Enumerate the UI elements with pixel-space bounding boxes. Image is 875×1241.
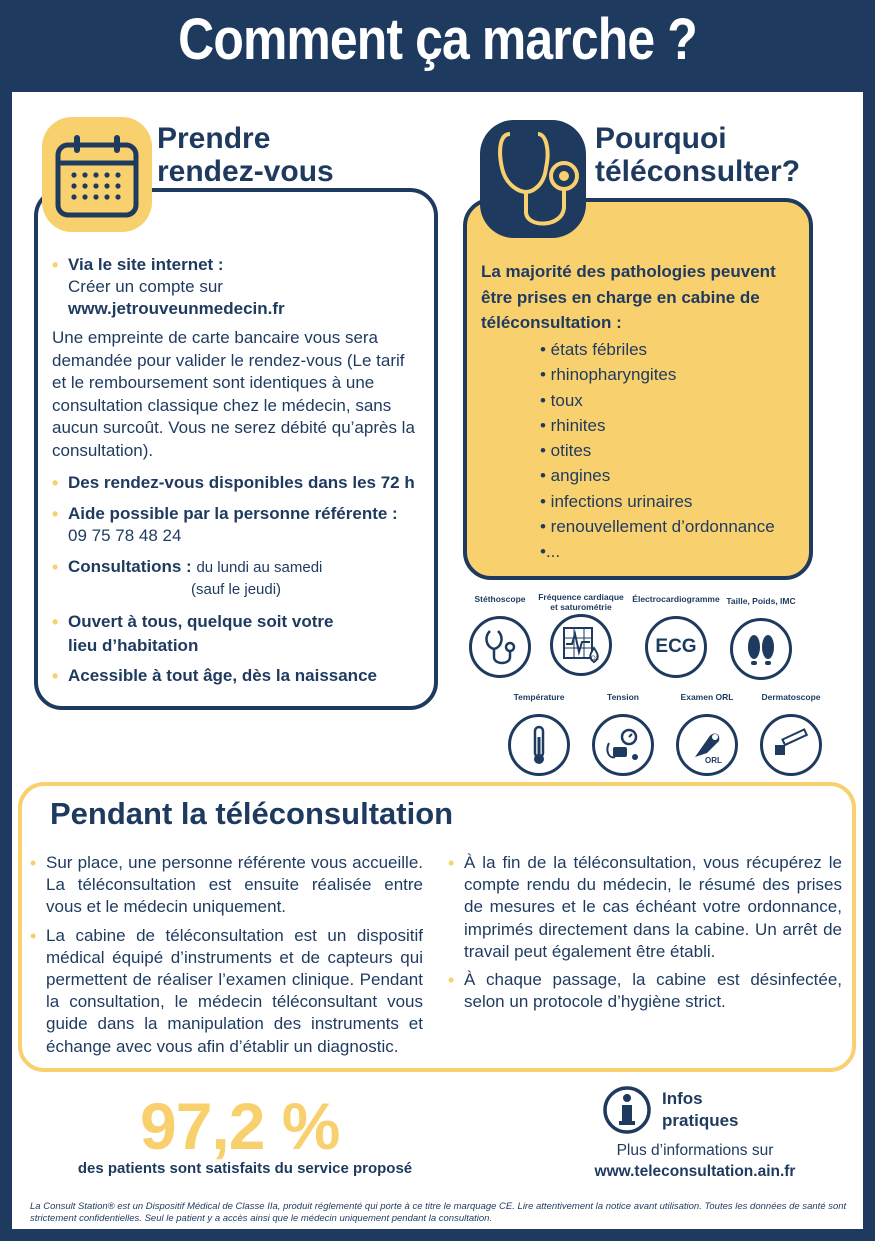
blood-pressure-icon	[592, 714, 654, 776]
pathology-item: • rhinopharyngites	[540, 365, 677, 385]
consult-except: (sauf le jeudi)	[191, 581, 282, 598]
orl-text: ORL	[705, 756, 722, 765]
disclaimer: La Consult Station® est un Dispositif Médical de Classe IIa, produit réglementé qui porte à ce titre le marquage CE. Lire attentivement la notice avant utilisation. Toutes les données de santé sont strictement confidentielles. Seul le patient y a accès ainsi que le médecin uniquement pendant la consultation.	[30, 1201, 847, 1224]
ecg-icon	[645, 616, 707, 678]
instrument-label: Température	[513, 692, 565, 702]
infos-title	[662, 1088, 739, 1132]
instrument-label: Taille, Poids, IMC	[726, 596, 796, 606]
infos-text	[530, 1140, 860, 1182]
acces-item: • Acessible à tout âge, dès la naissance	[52, 665, 422, 687]
instrument-label: Tension	[607, 692, 639, 702]
rdv-title-line1: Prendre	[157, 122, 271, 155]
card-text: Une empreinte de carte bancaire vous sera demandée pour valider le rendez-vous (Le tarif et le remboursement sont identiques à une consultation classique chez le médecin, sans aucun surcoût. Vous ne serez débité qu’après la consultation).	[52, 328, 415, 460]
stethoscope-small-icon	[469, 616, 531, 678]
pathology-item: • états fébriles	[540, 340, 648, 359]
pourquoi-title-line1: Pourquoi	[595, 122, 727, 155]
dermatoscope-icon	[760, 714, 822, 776]
instrument-taille	[722, 596, 800, 680]
consult-days: du lundi au samedi	[196, 559, 323, 576]
instrument-stethoscope	[462, 594, 538, 678]
pathologies-list	[540, 337, 775, 565]
instrument-label: Stéthoscope	[474, 594, 526, 604]
pendant-item: • Sur place, une personne référente vous accueille. La téléconsultation est ensuite réalisée entre vous et le médecin uniquement.	[30, 852, 423, 919]
pendant-item: • La cabine de téléconsultation est un dispositif médical équipé d’instruments et de capteurs qui permettent de réaliser l’examen clinique. Pendant la consultation, le médecin téléconsultant vous guide dans la manipulation des instruments et échange avec vous afin d’établir un diagnostic.	[30, 925, 423, 1058]
pathology-item: • toux	[540, 390, 583, 410]
stethoscope-icon	[480, 120, 586, 238]
ouvert-line1: • Ouvert à tous, quelque soit votre	[68, 612, 334, 631]
instrument-ecg	[630, 594, 722, 678]
calendar-icon	[42, 117, 152, 232]
infos-title-line1: Infos	[662, 1089, 703, 1108]
thermometer-icon	[508, 714, 570, 776]
satisfaction-value: 97,2 %	[140, 1089, 340, 1163]
instrument-tension	[586, 692, 660, 776]
instrument-dermatoscope	[752, 692, 830, 776]
dispo-item: • Des rendez-vous disponibles dans les 72 h	[52, 472, 422, 494]
consult-item	[52, 556, 422, 579]
infos-title-line2: pratiques	[662, 1111, 739, 1130]
satisfaction-text: des patients sont satisfaits du service proposé	[77, 1160, 413, 1177]
ecg-text: ECG	[655, 636, 697, 657]
instrument-label: Électrocardiogramme	[632, 594, 720, 604]
feet-icon	[730, 618, 792, 680]
ouvert-line2: lieu d’habitation	[68, 636, 199, 655]
info-icon	[602, 1085, 652, 1135]
pourquoi-intro: La majorité des pathologies peuvent être prises en charge en cabine de téléconsultation :	[481, 262, 776, 332]
aide-item: • Aide possible par la personne référente :	[52, 503, 422, 525]
pendant-item: • À chaque passage, la cabine est désinfectée, selon un protocole d’hygiène strict.	[448, 969, 842, 1013]
instrument-label: Dermatoscope	[761, 692, 821, 702]
pendant-item: • À la fin de la téléconsultation, vous récupérez le compte rendu du médecin, le résumé des prises de mesures et le cas échéant votre ordonnance, imprimés directement dans la cabine. Un arrêt de travail peut également être établi.	[448, 852, 842, 963]
instrument-label: Fréquence cardiaque et saturométrie	[538, 592, 624, 612]
ouvert-item	[52, 610, 422, 658]
infos-url-link[interactable]: www.teleconsultation.ain.fr	[594, 1163, 796, 1180]
pathology-item: •...	[540, 542, 561, 562]
page-title: Comment ça marche ?	[178, 7, 697, 72]
pathology-item: • infections urinaires	[540, 491, 693, 511]
instrument-orl	[670, 692, 744, 776]
pendant-right-column	[448, 852, 842, 1019]
website-link[interactable]: www.jetrouveunmedecin.fr	[68, 299, 285, 318]
infos-more: Plus d’informations sur	[616, 1142, 774, 1159]
pathology-item: • renouvellement d’ordonnance	[540, 517, 775, 537]
pendant-title: Pendant la téléconsultation	[50, 796, 454, 831]
pourquoi-title	[595, 122, 800, 188]
o2-text: O2	[591, 656, 600, 662]
rdv-title-line2: rendez-vous	[157, 155, 334, 188]
pendant-left-column	[30, 852, 423, 1064]
create-account-text: Créer un compte sur	[68, 277, 223, 296]
phone-number: 09 75 78 48 24	[68, 526, 182, 545]
via-site-item: • Via le site internet :	[52, 254, 422, 276]
rdv-content	[52, 254, 422, 687]
pathology-item: • otites	[540, 441, 592, 461]
pathology-item: • rhinites	[540, 415, 606, 435]
consult-label: Consultations :	[68, 557, 192, 576]
pourquoi-title-line2: téléconsulter?	[595, 155, 801, 188]
instrument-temperature	[502, 692, 576, 776]
rdv-title	[157, 122, 334, 188]
instrument-frequence	[536, 592, 626, 676]
heart-rate-icon	[550, 614, 612, 676]
otoscope-icon	[676, 714, 738, 776]
instrument-label: Examen ORL	[680, 692, 734, 702]
pathology-item: • angines	[540, 466, 611, 486]
